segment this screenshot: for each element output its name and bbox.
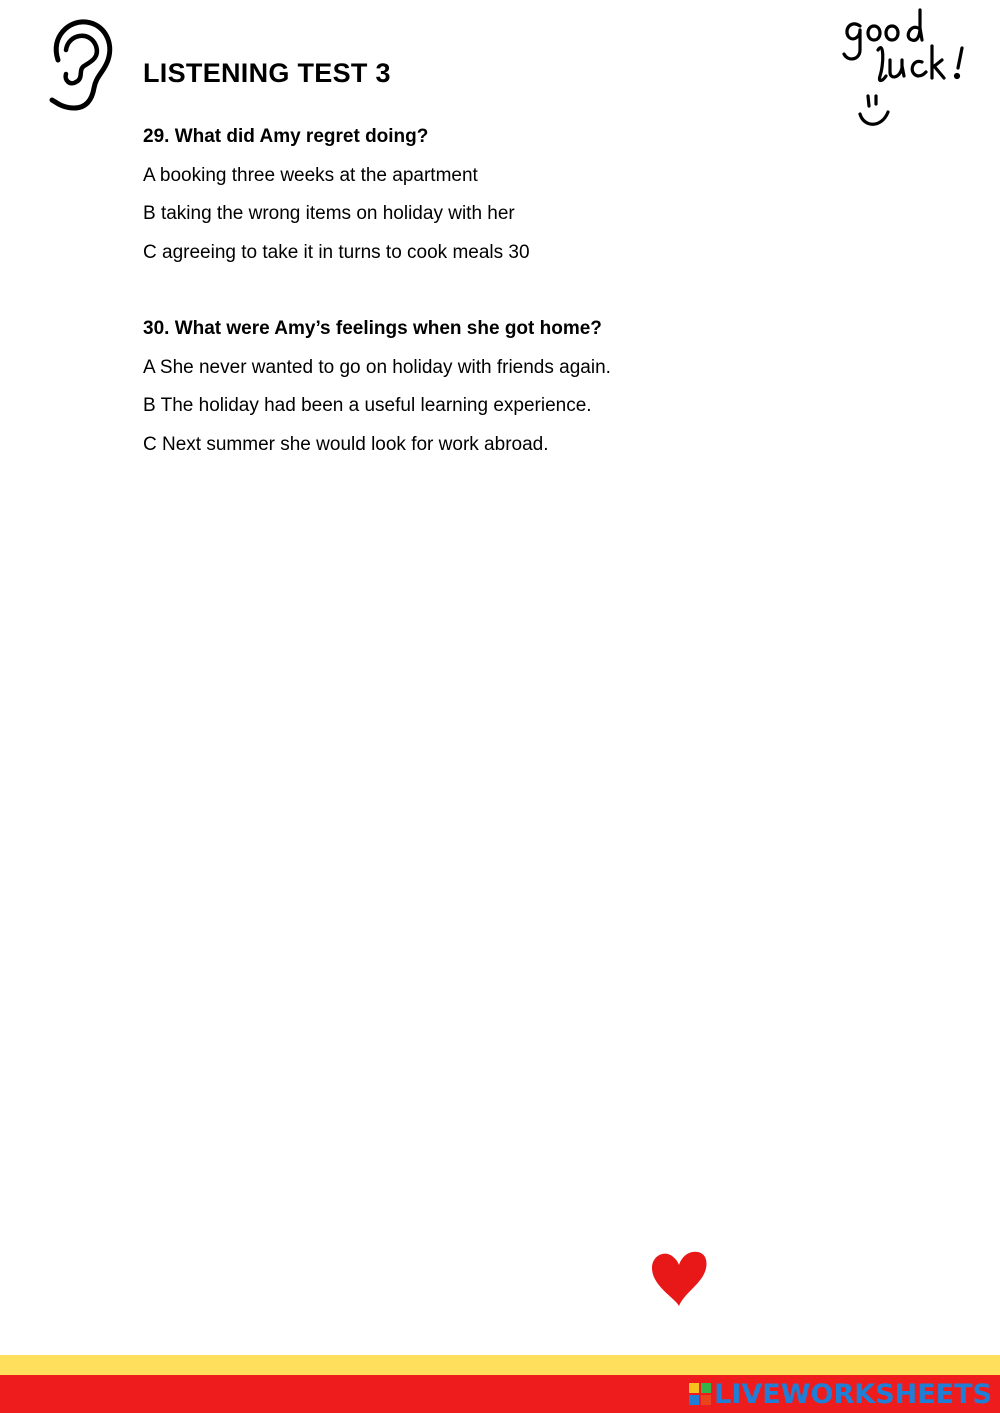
option-c: C agreeing to take it in turns to cook meals 30 [143, 241, 530, 263]
brand [689, 1378, 992, 1410]
liveworksheets-logo-icon [689, 1383, 711, 1405]
option-a: A booking three weeks at the apartment [143, 164, 478, 186]
ear-icon [44, 16, 114, 112]
page-title: LISTENING TEST 3 [143, 58, 391, 88]
heart-icon [648, 1248, 710, 1308]
option-c: C Next summer she would look for work abroad. [143, 433, 549, 455]
question-30 [143, 310, 611, 464]
option-b: B taking the wrong items on holiday with her [143, 203, 515, 224]
question-text: 29. What did Amy regret doing? [143, 126, 429, 147]
good-luck-note [838, 4, 978, 134]
option-b: B The holiday had been a useful learning experience. [143, 395, 592, 416]
brand-name: LIVEWORKSHEETS [714, 1378, 992, 1410]
question-text: 30. What were Amy’s feelings when she got home? [143, 318, 602, 339]
question-29 [143, 118, 530, 272]
option-a: A She never wanted to go on holiday with friends again. [143, 356, 611, 378]
